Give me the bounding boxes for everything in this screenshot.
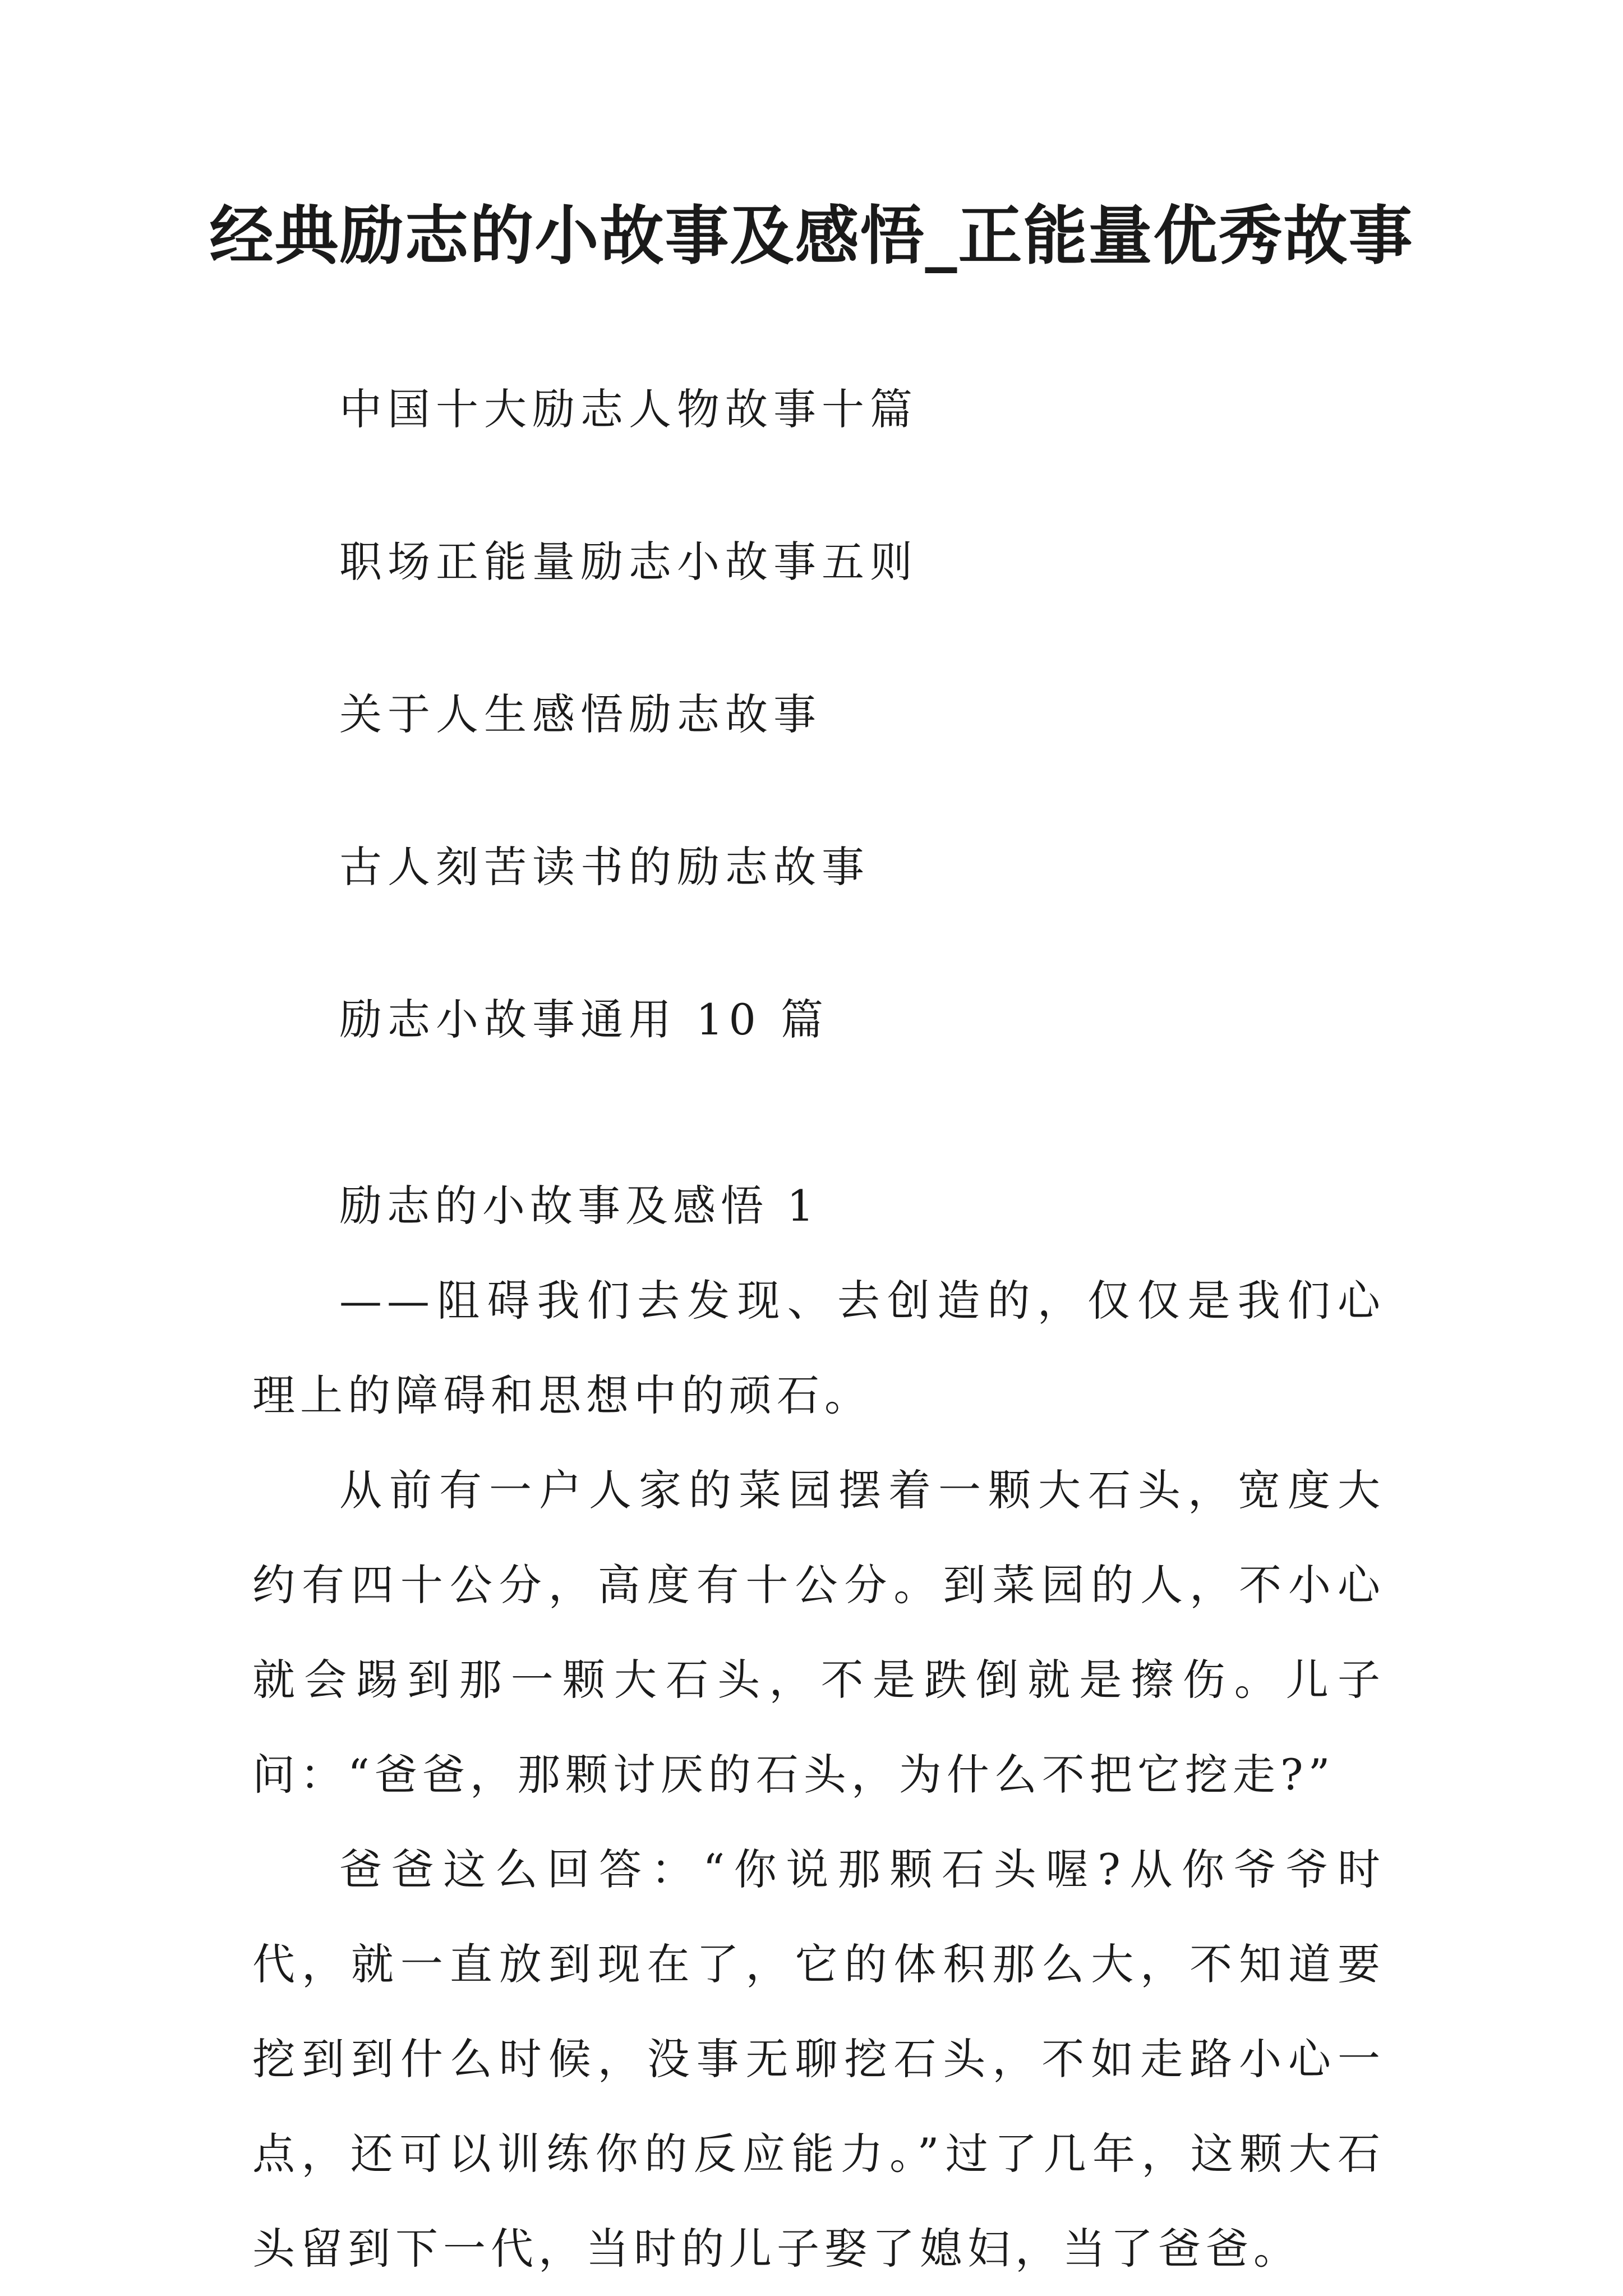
related-link[interactable]: 关于人生感悟励志故事 bbox=[339, 689, 822, 739]
related-link[interactable]: 职场正能量励志小故事五则 bbox=[339, 537, 918, 587]
related-link[interactable]: 古人刻苦读书的励志故事 bbox=[339, 842, 870, 892]
related-links-list bbox=[339, 381, 1461, 1144]
document-title: 经典励志的小故事及感悟_正能量优秀故事 bbox=[209, 198, 1414, 273]
related-link[interactable]: 中国十大励志人物故事十篇 bbox=[339, 384, 918, 434]
paragraph: ——阻碍我们去发现、去创造的，仅仅是我们心理上的障碍和思想中的顽石。 bbox=[252, 1276, 1385, 1420]
section-heading: 励志的小故事及感悟 1 bbox=[339, 1181, 819, 1231]
paragraph: 爸爸这么回答：“你说那颗石头喔?从你爷爷时代，就一直放到现在了，它的体积那么大，不知道要挖到到什么时候，没事无聊挖石头，不如走路小心一点，还可以训练你的反应能力。”过了几年，这颗大石头留到下一代，当时的儿子娶了媳妇，当了爸爸。 bbox=[252, 1844, 1385, 2274]
article-body bbox=[252, 1158, 1385, 2296]
paragraph: 从前有一户人家的菜园摆着一颗大石头，宽度大约有四十公分，高度有十公分。到菜园的人，不小心就会踢到那一颗大石头，不是跌倒就是擦伤。儿子问：“爸爸，那颗讨厌的石头，为什么不把它挖走?” bbox=[252, 1465, 1385, 1800]
related-link[interactable]: 励志小故事通用 10 篇 bbox=[339, 995, 829, 1045]
